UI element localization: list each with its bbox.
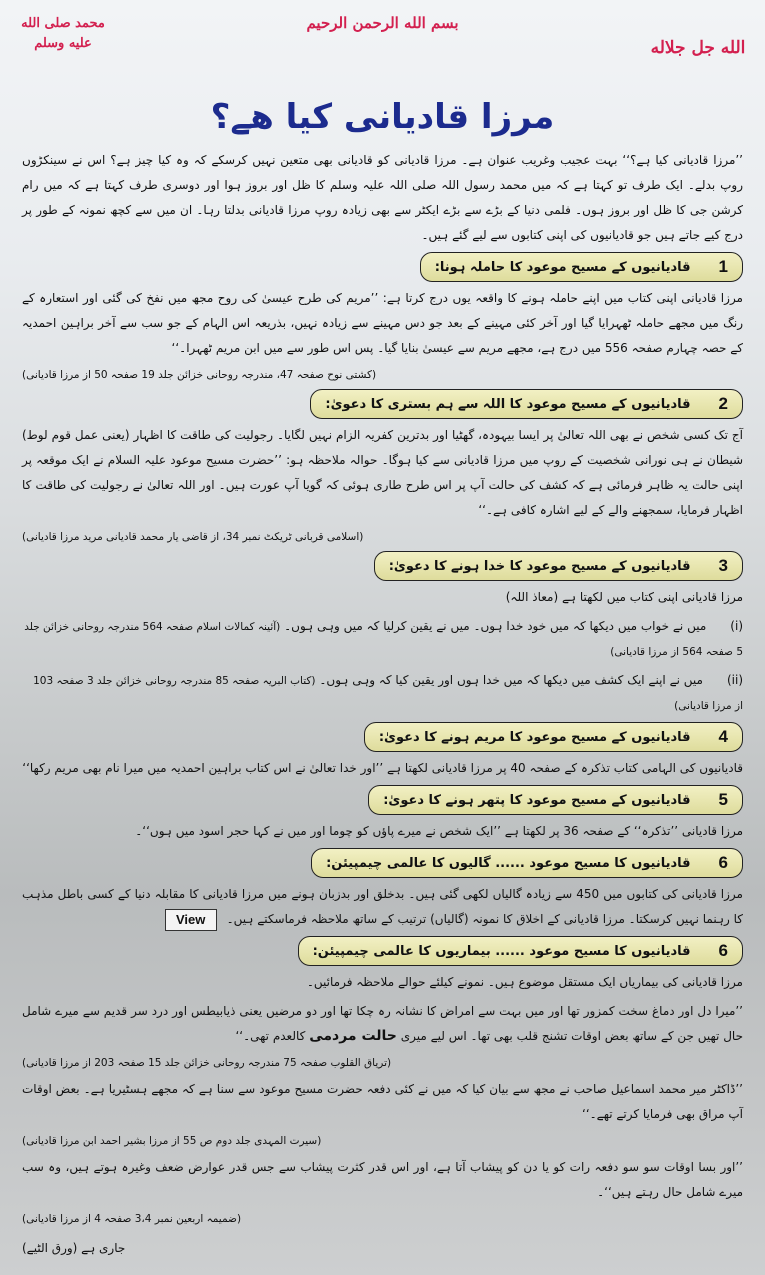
quote-3: ’’اور بسا اوقات سو سو دفعہ رات کو یا دن کو پیشاب آتا ہے، اور اس قدر کثرت پیشاب سے جس قدر عوارض ضعف وغیرہ ہوتے ہیں، وہ سب میرے شامل حال رہتے ہیں‘‘۔	[22, 1160, 743, 1199]
section-number: 3	[718, 556, 728, 575]
section-heading-3	[374, 551, 743, 581]
section-1-citation: (کشتی نوح صفحہ 47، مندرجہ روحانی خزائن جلد 19 صفحہ 50 از مرزا قادیانی)	[22, 369, 377, 381]
section-heading-6	[311, 848, 743, 878]
section-number: 2	[718, 394, 728, 413]
view-button[interactable]: View	[165, 909, 217, 931]
claim-item-i	[22, 614, 743, 664]
section-2-citation: (اسلامی قربانی ٹریکٹ نمبر 34، از قاضی یار محمد قادیانی مرید مرزا قادیانی)	[22, 531, 364, 543]
section-heading-text: قادیانیوں کے مسیح موعود کا پتھر ہونے کا دعویٰ:	[383, 792, 691, 808]
allah-calligraphy: الله جل جلاله	[650, 38, 746, 58]
quote-1	[22, 999, 743, 1049]
section-number: 5	[718, 790, 728, 809]
section-heading-text: قادیانیوں کے مسیح موعود کا خدا ہونے کا دعویٰ:	[388, 558, 691, 574]
section-number: 6	[718, 853, 728, 872]
section-number: 6	[718, 941, 728, 960]
section-number: 4	[718, 727, 728, 746]
section-6-body: مرزا قادیانی کی کتابوں میں 450 سے زیادہ گالیاں لکھی گئی ہیں۔ بدخلق اور بدزبان ہونے میں مرزا قادیانی کا مقابلہ دنیا کے کسی باطل مذہب کا رہنما نہیں کرسکتا۔ مرزا قادیانی کے اخلاق کا نمونہ (گالیاں) ترتیب کے ساتھ ملاحظہ فرماسکتے ہیں۔	[22, 887, 743, 926]
section-5-body: مرزا قادیانی ’’تذکرہ‘‘ کے صفحہ 36 پر لکھتا ہے ’’ایک شخص نے میرے پاؤں کو چوما اور میں نے کہا حجر اسود میں ہوں‘‘۔	[135, 824, 743, 838]
section-1-body: مرزا قادیانی اپنی کتاب میں اپنے حاملہ ہونے کا واقعہ یوں درج کرتا ہے: ’’مریم کی طرح عیسیٰ کی روح مجھ میں نفخ کی گئی اور استعارہ کے رنگ میں مجھے حاملہ ٹھہرایا گیا اور آخر کئی مہینے کے بعد جو دس مہینے سے زیادہ نہیں، بذریعہ اس الہام کے جو سب سے آخر براہین احمدیہ کے حصہ چہارم صفحہ 556 میں درج ہے، مجھے مریم سے عیسیٰ بنایا گیا۔ پس اس طور سے میں ابن مریم ٹھہرا۔‘‘	[22, 291, 743, 355]
section-heading-4	[364, 722, 743, 752]
section-2-body: آج تک کسی شخص نے بھی اللہ تعالیٰ پر ایسا بیہودہ، گھٹیا اور بدترین کفریہ الزام نہیں لگایا۔ رجولیت کی طاقت کا اظہار (یعنی عمل قوم لوط) شیطان نے ہی نورانی شخصیت کے روپ میں مرزا قادیانی سے کیا ہوگا۔ حوالہ ملاحظہ ہو: ’’حضرت مسیح موعود علیہ السلام نے ایک موقعہ پر اپنی حالت یہ ظاہر فرمائی ہے کہ کشف کی حالت آپ پر اس طرح طاری ہوئی کہ گویا آپ عورت ہیں۔ اور اللہ تعالیٰ نے رجولیت کی طاقت کا اظہار فرمایا، سمجھنے والے کے لیے اشارہ کافی ہے۔‘‘	[22, 428, 743, 517]
item-text: میں نے خواب میں دیکھا کہ میں خود خدا ہوں۔ میں نے یقین کرلیا کہ میں وہی ہوں۔	[284, 619, 707, 633]
section-heading-text: قادیانیوں کا مسیح موعود ...... گالیوں کا عالمی چیمپیئن:	[326, 855, 691, 871]
document-body	[0, 148, 765, 1275]
section-heading-text: قادیانیوں کے مسیح موعود کا حاملہ ہونا:	[434, 259, 691, 275]
section-6-paragraph	[22, 882, 743, 932]
section-7-body: مرزا قادیانی کی بیماریاں ایک مستقل موضوع ہیں۔ نمونے کیلئے حوالے ملاحظہ فرمائیں۔	[306, 975, 743, 989]
section-3-intro: مرزا قادیانی اپنی کتاب میں لکھتا ہے (معاذ اللہ)	[505, 590, 743, 604]
item-marker: (i)	[730, 619, 743, 633]
page-title: مرزا قادیانی کیا ھے؟	[210, 97, 555, 137]
claim-item-ii	[22, 668, 743, 718]
section-heading-5	[368, 785, 743, 815]
section-heading-6b	[298, 936, 743, 966]
section-heading-2	[310, 389, 743, 419]
section-4-body: قادیانیوں کی الہامی کتاب تذکرہ کے صفحہ 40 پر مرزا قادیانی لکھتا ہے ’’اور خدا تعالیٰ نے اس کتاب براہین احمدیہ میں میرا نام بھی مریم رکھا‘‘	[22, 761, 743, 775]
bismillah-calligraphy: بسم الله الرحمن الرحيم	[306, 14, 459, 32]
section-heading-text: قادیانیوں کے مسیح موعود کا اللہ سے ہم بستری کا دعویٰ:	[325, 396, 691, 412]
section-heading-text: قادیانیوں کے مسیح موعود کا مریم ہونے کا دعویٰ:	[378, 729, 691, 745]
quote-text-end: کالعدم تھی۔‘‘	[235, 1029, 306, 1043]
page-header	[0, 0, 765, 148]
item-text: میں نے اپنے ایک کشف میں دیکھا کہ میں خدا ہوں اور یقین کیا کہ وہی ہوں۔	[319, 673, 703, 687]
section-number: 1	[718, 257, 728, 276]
quote-3-citation: (ضمیمہ اربعین نمبر 3،4 صفحہ 4 از مرزا قادیانی)	[22, 1213, 242, 1225]
quote-1-citation: (تریاق القلوب صفحہ 75 مندرجہ روحانی خزائن جلد 15 صفحہ 203 از مرزا قادیانی)	[22, 1057, 392, 1069]
item-citation: (کتاب البریہ صفحہ 85 مندرجہ روحانی خزائن جلد 3 صفحہ 103 از مرزا قادیانی)	[33, 675, 743, 712]
continued-note: جاری ہے (ورق الٹیے)	[22, 1241, 126, 1255]
quote-bold-phrase: حالت مردمی	[309, 1028, 397, 1044]
quote-text: ’’میرا دل اور دماغ سخت کمزور تھا اور میں بہت سے امراض کا نشانہ رہ چکا تھا اور دو مرضیں یعنی ذیابیطس اور درد سر قدیم سے میرے شامل حال تھیں جن کے ساتھ بعض اوقات تشنج قلب بھی تھا۔ اس لیے میری	[22, 1004, 743, 1043]
quote-2-citation: (سیرت المہدی جلد دوم ص 55 از مرزا بشیر احمد ابن مرزا قادیانی)	[22, 1135, 322, 1147]
section-heading-text: قادیانیوں کا مسیح موعود ...... بیماریوں کا عالمی چیمپیئن:	[312, 943, 691, 959]
section-heading-1	[420, 252, 743, 282]
muhammad-calligraphy: محمد صلى الله عليه وسلم	[21, 16, 105, 51]
item-citation: (آئینہ کمالات اسلام صفحہ 564 مندرجہ روحانی خزائن جلد 5 صفحہ 564 از مرزا قادیانی)	[24, 621, 743, 658]
item-marker: (ii)	[726, 673, 743, 687]
intro-paragraph: ’’مرزا قادیانی کیا ہے؟‘‘ بہت عجیب وغریب عنوان ہے۔ مرزا قادیانی کو قادیانی بھی متعین نہیں کرسکے کہ وہ کیا چیز ہے؟ اس نے سینکڑوں روپ بدلے۔ ایک طرف تو کہتا ہے کہ میں محمد رسول اللہ صلی اللہ علیہ وسلم کا ظل اور بروز ہوا اور دوسری طرف کہتا ہے کہ میں رام کرشن جی کا ظل اور بروز ہوں۔ فلمی دنیا کے بڑے سے بڑے ایکٹر سے بھی زیادہ روپ مرزا قادیانی بدلتا رہا۔ ان میں سے کچھ نمونہ کے طور پر درج کیے جاتے ہیں جو قادیانیوں کی اپنی کتابوں سے لیے گئے ہیں۔	[22, 153, 743, 242]
quote-2: ’’ڈاکٹر میر محمد اسماعیل صاحب نے مجھ سے بیان کیا کہ میں نے کئی دفعہ حضرت مسیح موعود سے سنا ہے کہ مجھے ہسٹیریا ہے۔ بعض اوقات آپ مراق بھی فرمایا کرتے تھے۔‘‘	[22, 1082, 743, 1121]
